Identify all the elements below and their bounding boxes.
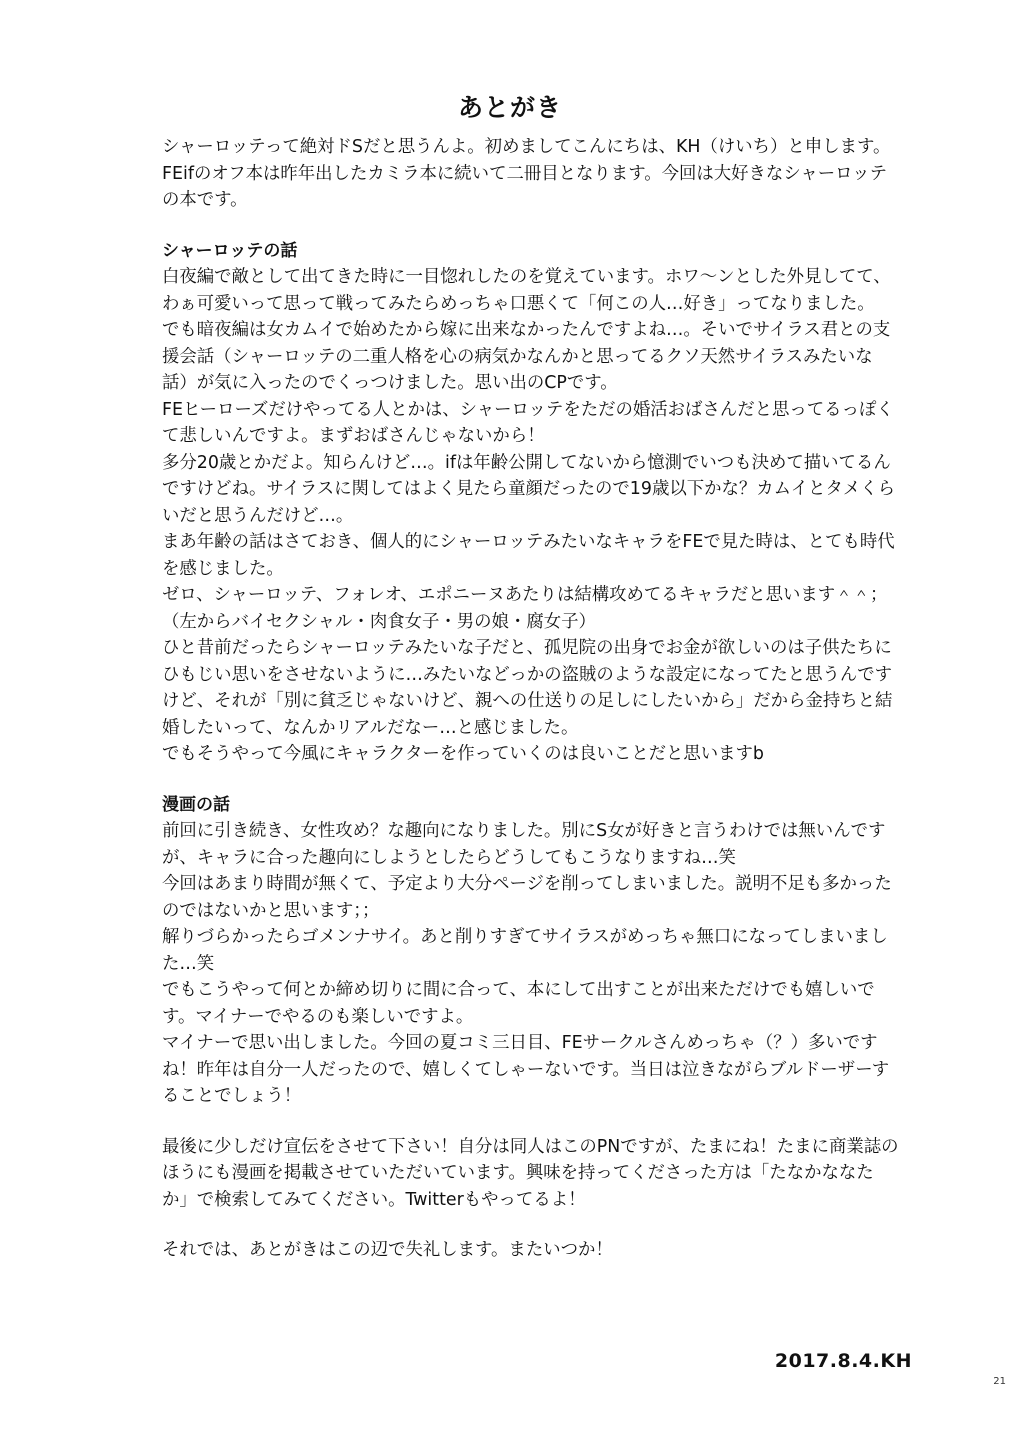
section-charlotte: [162, 238, 902, 768]
afterword-body: [162, 134, 902, 1264]
page-number: 21: [993, 1376, 1006, 1387]
text-line: FEヒーローズだけやってる人とかは、シャーロッテをただの婚活おばさんだと思ってるっぽく: [162, 399, 894, 420]
text-line: が、キャラに合った趣向にしようとしたらどうしてもこうなりますね…笑: [162, 847, 736, 868]
text-line: た…笑: [162, 953, 215, 974]
text-line: ね！昨年は自分一人だったので、嬉しくてしゃーないです。当日は泣きながらブルドーザーす: [162, 1059, 890, 1080]
section-heading: 漫画の話: [162, 794, 230, 815]
text-line: シャーロッテって絶対ドSだと思うんよ。初めましてこんにちは、KH（けいち）と申します。: [162, 137, 891, 157]
text-line: 援会話（シャーロッテの二重人格を心の病気かなんかと思ってるクソ天然サイラスみたいな: [162, 346, 873, 367]
closing-line: それでは、あとがきはこの辺で失礼します。またいつか！: [162, 1240, 613, 1260]
text-line: でも暗夜編は女カムイで始めたから嫁に出来なかったんですよね…。そいでサイラス君との支: [162, 320, 891, 340]
text-line: でもこうやって何とか締め切りに間に合って、本にして出すことが出来ただけでも嬉しいで: [162, 980, 875, 1000]
promotion-paragraph: [162, 1134, 902, 1214]
text-line: FEifのオフ本は昨年出したカミラ本に続いて二冊目となります。今回は大好きなシャーロッテ: [162, 163, 887, 184]
text-line: ることでしょう！: [162, 1086, 302, 1106]
text-line: でもそうやって今風にキャラクターを作っていくのは良いことだと思いますb: [162, 744, 764, 764]
text-line: ですけどね。サイラスに関してはよく見たら童顔だったので19歳以下かな？カムイとタメくら: [162, 479, 896, 499]
text-line: 最後に少しだけ宣伝をさせて下さい！自分は同人はこのPNですが、たまにね！たまに商業誌の: [162, 1136, 899, 1157]
text-line: けど、それが「別に貧乏じゃないけど、親への仕送りの足しにしたいから」だから金持ちと結: [162, 691, 893, 711]
text-line: のではないかと思います；；: [162, 900, 380, 921]
text-line: 白夜編で敵として出てきた時に一目惚れしたのを覚えています。ホワ～ンとした外見してて、: [162, 267, 891, 287]
intro-paragraph: [162, 134, 902, 214]
text-line: の本です。: [162, 190, 248, 210]
text-line: いだと思うんだけど…。: [162, 505, 354, 526]
text-line: て悲しいんですよ。まずおばさんじゃないから！: [162, 426, 545, 446]
text-line: ひもじい思いをさせないように…みたいなどっかの盗賊のような設定になってたと思うんです: [162, 664, 893, 685]
text-line: ゼロ、シャーロッテ、フォレオ、エポニーヌあたりは結構攻めてるキャラだと思います＾＾；: [162, 585, 888, 605]
text-line: マイナーで思い出しました。今回の夏コミ三日目、FEサークルさんめっちゃ（？）多いです: [162, 1033, 878, 1053]
text-line: 前回に引き続き、女性攻め？な趣向になりました。別にS女が好きと言うわけでは無いんです: [162, 821, 886, 841]
text-line: まあ年齢の話はさておき、個人的にシャーロッテみたいなキャラをFEで見た時は、とても時代: [162, 532, 895, 552]
text-line: 今回はあまり時間が無くて、予定より大分ページを削ってしまいました。説明不足も多かった: [162, 874, 892, 894]
section-heading: シャーロッテの話: [162, 240, 298, 261]
signature-date: 2017.8.4.KH: [774, 1350, 912, 1372]
section-manga: [162, 792, 902, 1110]
text-line: ほうにも漫画を掲載させていただいています。興味を持ってくださった方は「たなかななた: [162, 1163, 874, 1183]
text-line: ひと昔前だったらシャーロッテみたいな子だと、孤児院の出身でお金が欲しいのは子供たちに: [162, 638, 892, 658]
text-line: か」で検索してみてください。Twitterもやってるよ！: [162, 1189, 586, 1210]
closing-paragraph: [162, 1237, 902, 1264]
text-line: （左からバイセクシャル・肉食女子・男の娘・腐女子）: [162, 611, 596, 632]
text-line: 婚したいって、なんかリアルだなー…と感じました。: [162, 717, 579, 738]
text-line: 解りづらかったらゴメンナサイ。あと削りすぎてサイラスがめっちゃ無口になってしまいまし: [162, 927, 888, 947]
page-title: あとがき: [457, 93, 562, 122]
text-line: わぁ可愛いって思って戦ってみたらめっちゃ口悪くて「何この人…好き」ってなりました。: [162, 293, 875, 314]
text-line: す。マイナーでやるのも楽しいですよ。: [162, 1006, 474, 1027]
text-line: を感じました。: [162, 558, 284, 579]
text-line: 話）が気に入ったのでくっつけました。思い出のCPです。: [162, 373, 618, 393]
text-line: 多分20歳とかだよ。知らんけど…。ifは年齢公開してないから憶測でいつも決めて描いてるん: [162, 452, 891, 473]
